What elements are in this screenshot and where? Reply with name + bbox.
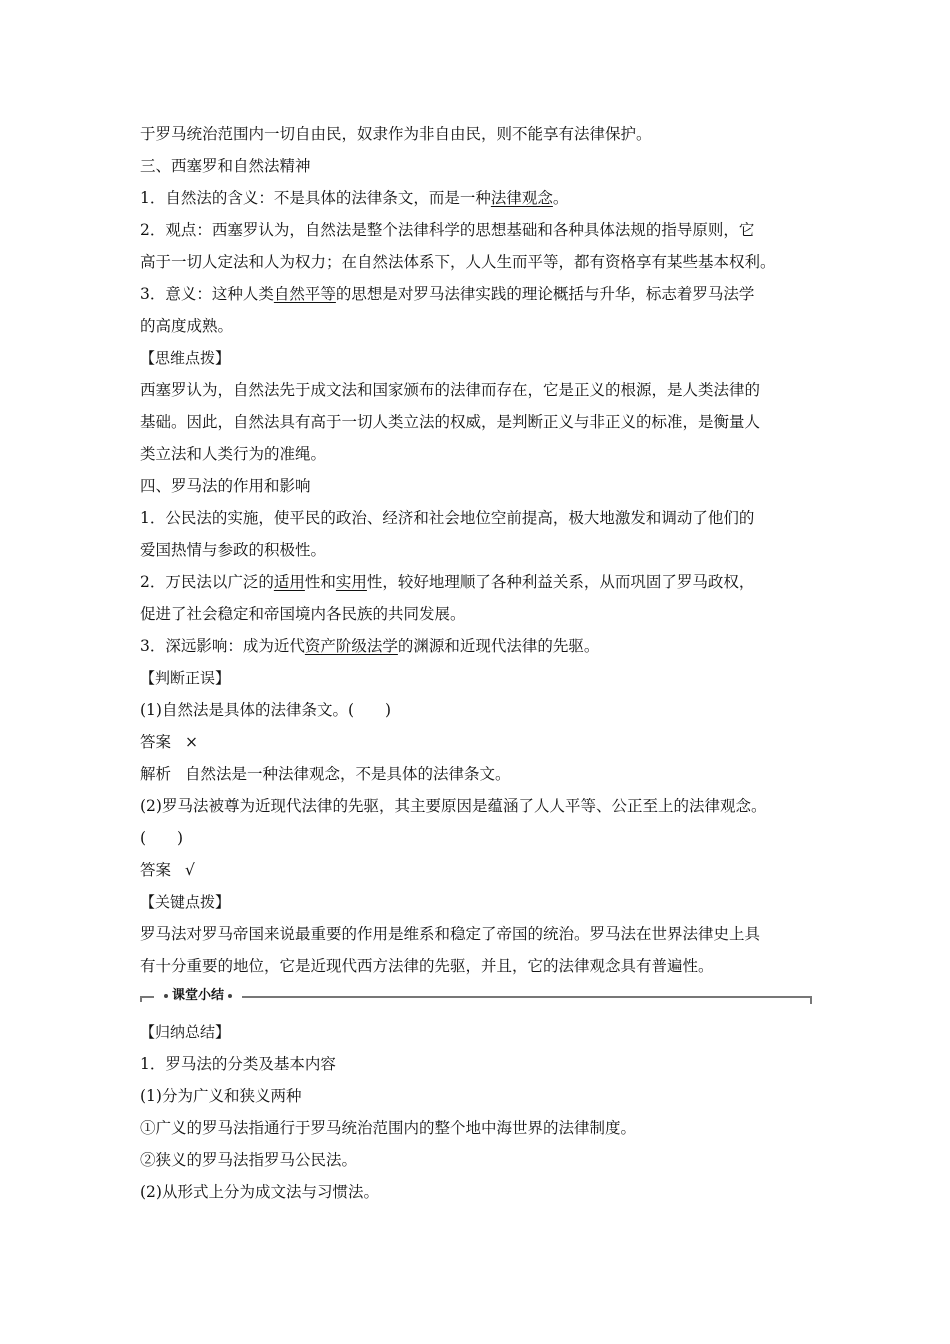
bullet-dot-icon (228, 994, 232, 998)
paragraph-line: 1．罗马法的分类及基本内容 (140, 1055, 336, 1073)
paragraph-line: 1．自然法的含义：不是具体的法律条文，而是一种法律观念。 (140, 189, 569, 207)
paragraph-line: 促进了社会稳定和帝国境内各民族的共同发展。 (140, 605, 466, 623)
paragraph-line: (1)分为广义和狭义两种 (140, 1087, 302, 1105)
paragraph-line: 于罗马统治范围内一切自由民，奴隶作为非自由民，则不能享有法律保护。 (140, 125, 652, 143)
question-line: ( ) (140, 829, 184, 847)
paragraph-line: 3．深远影响：成为近代资产阶级法学的渊源和近现代法律的先驱。 (140, 637, 600, 655)
section-heading: 四、罗马法的作用和影响 (140, 477, 311, 495)
answer-line: 答案 √ (140, 861, 195, 879)
section-divider (140, 986, 812, 1016)
document-page (140, 118, 812, 1208)
underlined-term: 适用 (273, 573, 305, 591)
divider-rule-start (140, 996, 142, 1002)
paragraph-line: ②狭义的罗马法指罗马公民法。 (140, 1151, 358, 1169)
tip-heading: 【思维点拨】 (140, 349, 231, 367)
underlined-term: 自然平等 (273, 285, 336, 303)
paragraph-line: 2．观点：西塞罗认为，自然法是整个法律科学的思想基础和各种具体法规的指导原则，它 (140, 221, 755, 239)
underlined-term: 资产阶级法学 (304, 637, 398, 655)
bullet-dot-icon (164, 994, 168, 998)
paragraph-line: 爱国热情与参政的积极性。 (140, 541, 327, 559)
paragraph-line: 类立法和人类行为的准绳。 (140, 445, 327, 463)
judge-heading: 【判断正误】 (140, 669, 231, 687)
section-heading: 三、西塞罗和自然法精神 (140, 157, 311, 175)
analysis-line: 解析 自然法是一种法律观念，不是具体的法律条文。 (140, 765, 511, 783)
section-title: 课堂小结 (154, 986, 242, 1006)
paragraph-line: 罗马法对罗马帝国来说最重要的作用是维系和稳定了帝国的统治。罗马法在世界法律史上具 (140, 925, 761, 943)
paragraph-line: 1．公民法的实施，使平民的政治、经济和社会地位空前提高，极大地激发和调动了他们的 (140, 509, 755, 527)
paragraph-line: 高于一切人定法和人为权力；在自然法体系下，人人生而平等，都有资格享有某些基本权利。 (140, 253, 776, 271)
paragraph-line: ①广义的罗马法指通行于罗马统治范围内的整个地中海世界的法律制度。 (140, 1119, 637, 1137)
summary-heading: 【归纳总结】 (140, 1023, 231, 1041)
key-tip-heading: 【关键点拨】 (140, 893, 231, 911)
paragraph-line: 2．万民法以广泛的适用性和实用性，较好地理顺了各种利益关系，从而巩固了罗马政权， (140, 573, 755, 591)
paragraph-line: 西塞罗认为，自然法先于成文法和国家颁布的法律而存在，它是正义的根源，是人类法律的 (140, 381, 761, 399)
answer-line: 答案 × (140, 733, 199, 751)
paragraph-line: (2)从形式上分为成文法与习惯法。 (140, 1183, 379, 1201)
underlined-term: 实用 (335, 573, 367, 591)
question-line: (1)自然法是具体的法律条文。( ) (140, 701, 392, 719)
divider-rule-end (810, 996, 812, 1004)
paragraph-line: 的高度成熟。 (140, 317, 234, 335)
question-line: (2)罗马法被尊为近现代法律的先驱，其主要原因是蕴涵了人人平等、公正至上的法律观念。 (140, 797, 767, 815)
paragraph-line: 有十分重要的地位，它是近现代西方法律的先驱，并且，它的法律观念具有普遍性。 (140, 957, 714, 975)
underlined-term: 法律观念 (490, 189, 553, 207)
paragraph-line: 基础。因此，自然法具有高于一切人类立法的权威，是判断正义与非正义的标准，是衡量人 (140, 413, 761, 431)
paragraph-line: 3．意义：这种人类自然平等的思想是对罗马法律实践的理论概括与升华，标志着罗马法学 (140, 285, 755, 303)
